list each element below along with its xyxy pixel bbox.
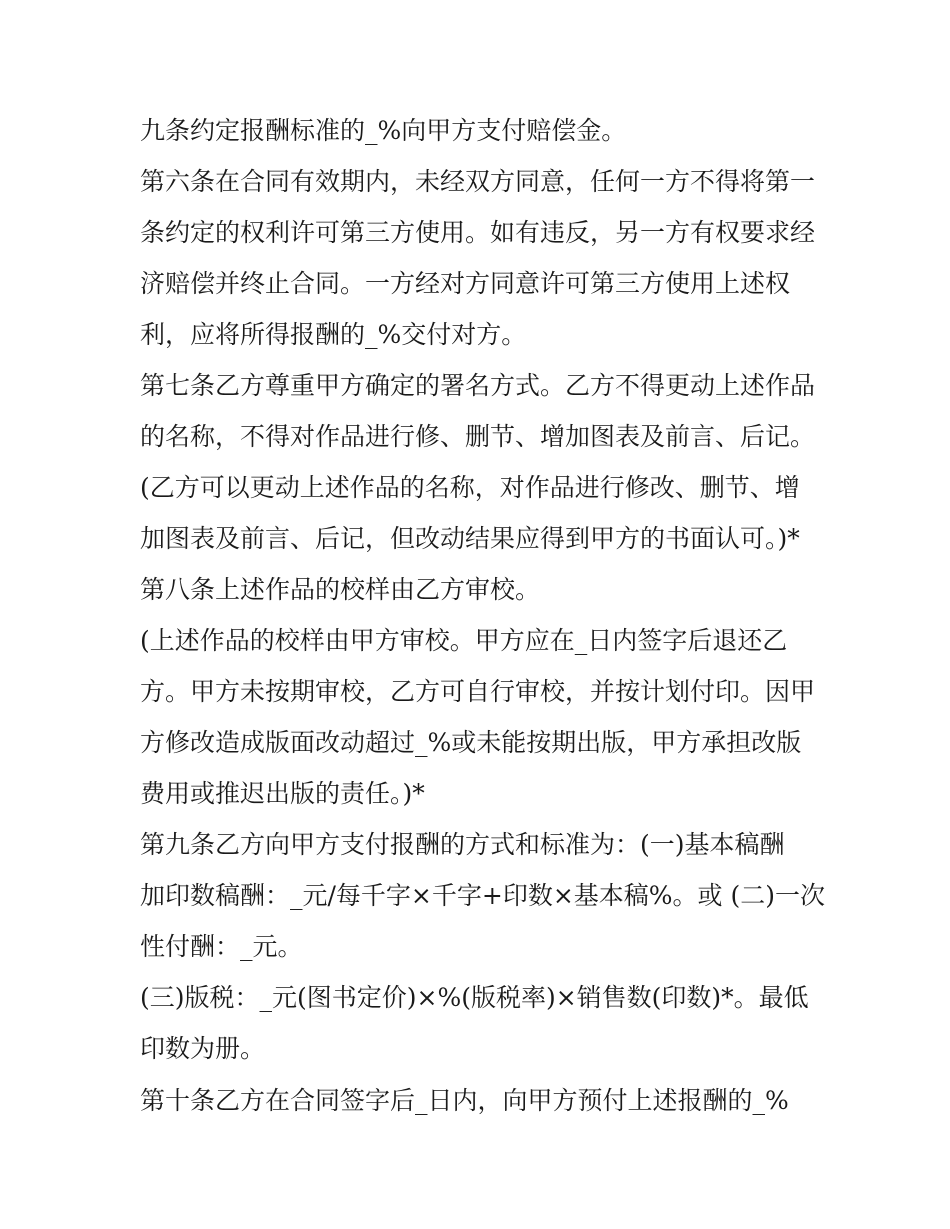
text-line: (三)版税：_元(图书定价)×%(版税率)×销售数(印数)*。最低: [140, 983, 809, 1012]
text-line: (上述作品的校样由甲方审校。甲方应在_日内签字后退还乙: [140, 626, 788, 655]
text-line: 第九条乙方向甲方支付报酬的方式和标准为：(一)基本稿酬: [140, 830, 785, 859]
text-line: 的名称，不得对作品进行修、删节、增加图表及前言、后记。: [140, 422, 816, 451]
text-line: 济赔偿并终止合同。一方经对方同意许可第三方使用上述权: [140, 269, 791, 298]
text-line: (乙方可以更动上述作品的名称，对作品进行修改、删节、增: [140, 473, 800, 502]
text-line: 第七条乙方尊重甲方确定的署名方式。乙方不得更动上述作品: [140, 371, 816, 400]
text-line: 九条约定报酬标准的_%向甲方支付赔偿金。: [140, 116, 627, 145]
text-line: 性付酬：_元。: [140, 932, 303, 961]
contract-text: [140, 105, 825, 1126]
text-line: 方。甲方未按期审校，乙方可自行审校，并按计划付印。因甲: [140, 677, 816, 706]
text-line: 第十条乙方在合同签字后_日内，向甲方预付上述报酬的_%: [140, 1086, 789, 1115]
text-line: 第八条上述作品的校样由乙方审校。: [140, 575, 541, 604]
text-line: 第六条在合同有效期内，未经双方同意，任何一方不得将第一: [140, 167, 816, 196]
text-line: 费用或推迟出版的责任。)*: [140, 779, 425, 808]
text-line: 印数为册。: [140, 1034, 266, 1063]
text-line: 方修改造成版面改动超过_%或未能按期出版，甲方承担改版: [140, 728, 802, 757]
text-line: 利，应将所得报酬的_%交付对方。: [140, 320, 527, 349]
text-line: 条约定的权利许可第三方使用。如有违反，另一方有权要求经: [140, 218, 816, 247]
text-line: 加印数稿酬：_元/每千字×千字+印数×基本稿%。或 (二)一次: [140, 881, 825, 910]
text-line: 加图表及前言、后记，但改动结果应得到甲方的书面认可。)*: [140, 524, 800, 553]
